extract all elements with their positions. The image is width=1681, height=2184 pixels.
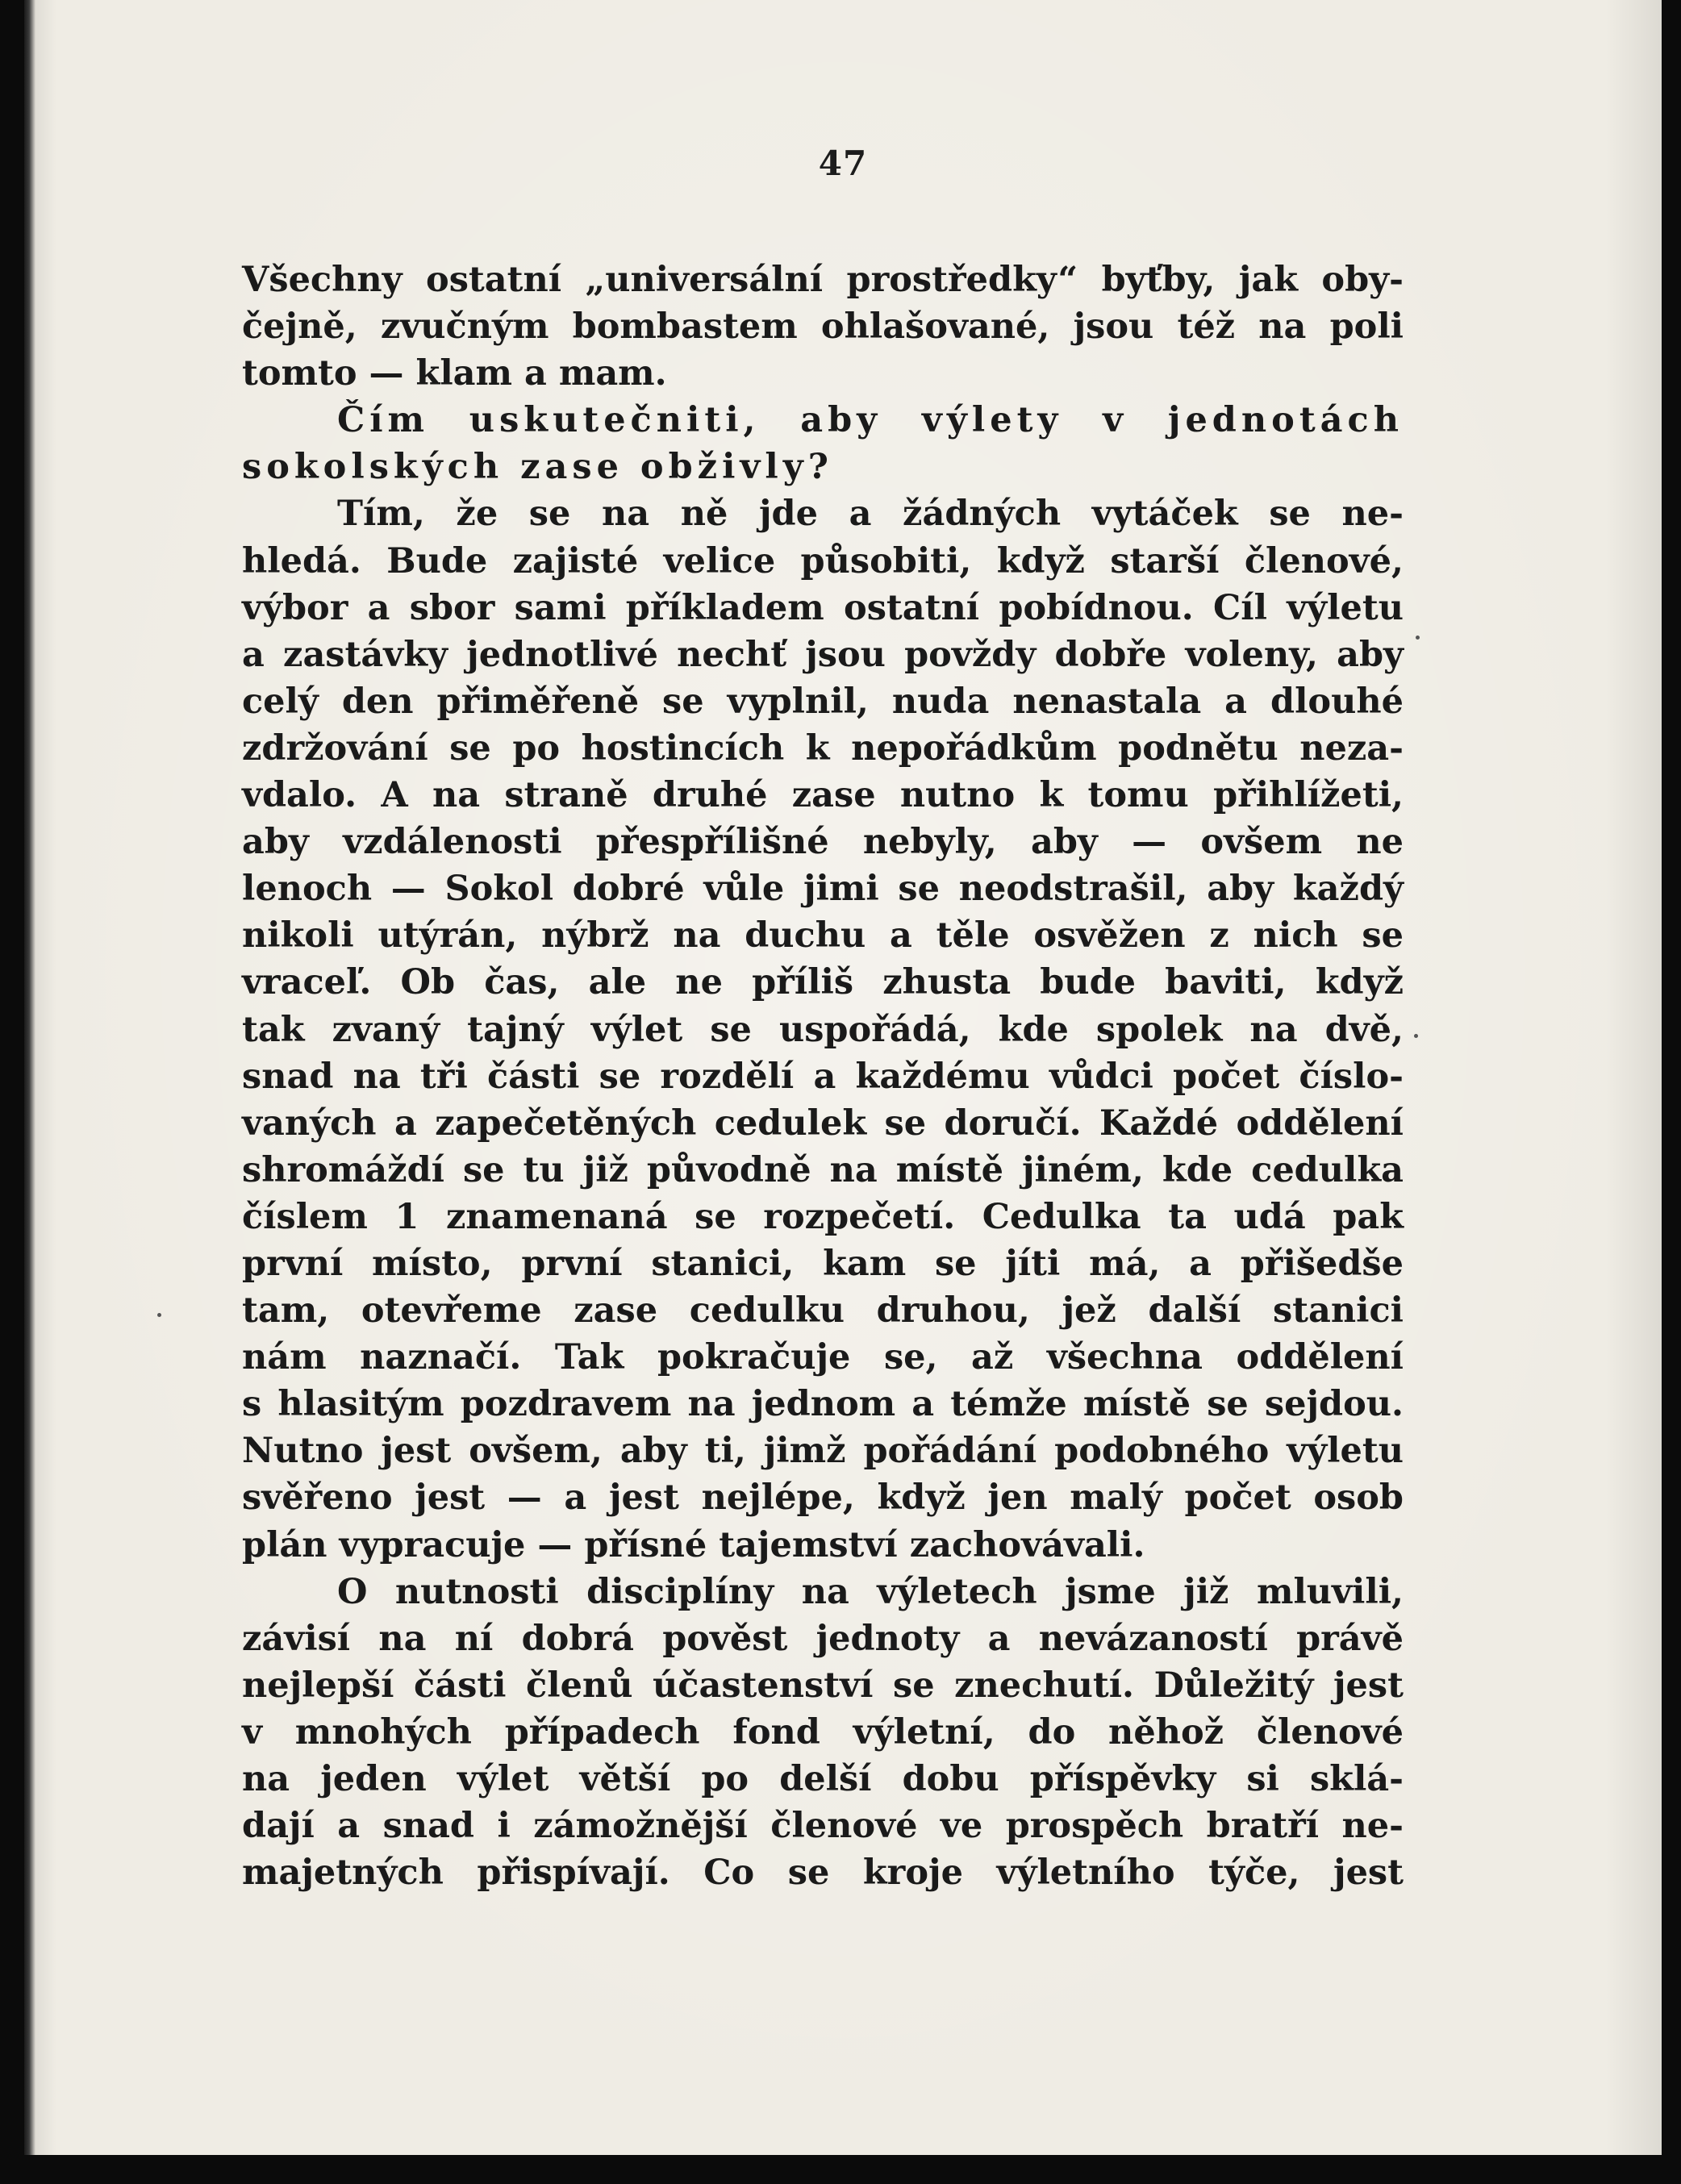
- text-line: zdržování se po hostincích k nepořádkům podnětu neza-: [242, 727, 1404, 769]
- text-line: Čím uskutečniti, aby výlety v jednotách: [337, 400, 1404, 441]
- text-line: na jeden výlet větší po delší dobu příspěvky si sklá-: [242, 1759, 1404, 1799]
- text-line: tomto — klam a mam.: [242, 353, 667, 394]
- text-line: sokolských zase obživly?: [242, 447, 833, 488]
- text-line: tak zvaný tajný výlet se uspořádá, kde spolek na dvě,: [242, 1009, 1404, 1050]
- text-line: čejně, zvučným bombastem ohlašované, jsou též na poli: [242, 306, 1404, 348]
- page-spine-shadow: [24, 0, 35, 2155]
- body-text: [242, 256, 1404, 1896]
- paper-speck: [1416, 636, 1420, 640]
- text-line: vdalo. A na straně druhé zase nutno k tomu přihlížeti,: [242, 775, 1404, 816]
- book-page: [24, 0, 1662, 2155]
- text-line: závisí na ní dobrá pověst jednoty a nevázaností právě: [242, 1618, 1404, 1659]
- text-line: nejlepší části členů účastenství se znechutí. Důležitý jest: [242, 1665, 1404, 1706]
- text-line: aby vzdálenosti přespřílišné nebyly, aby — ovšem ne: [242, 822, 1404, 863]
- text-line: shromáždí se tu již původně na místě jiném, kde cedulka: [242, 1149, 1404, 1190]
- text-line: výbor a sbor sami příkladem ostatní pobídnou. Cíl výletu: [242, 587, 1404, 628]
- text-line: plán vypracuje — přísné tajemství zachovávali.: [242, 1524, 1145, 1565]
- text-line: v mnohých případech fond výletní, do něhož členové: [242, 1711, 1404, 1753]
- text-line: majetných přispívají. Co se kroje výletního týče, jest: [242, 1853, 1404, 1894]
- text-line: snad na tři části se rozdělí a každému vůdci počet číslo-: [242, 1056, 1404, 1097]
- text-line: s hlasitým pozdravem na jednom a témže místě se sejdou.: [242, 1384, 1404, 1425]
- text-line: číslem 1 znamenaná se rozpečetí. Cedulka ta udá pak: [242, 1196, 1404, 1237]
- text-line: první místo, první stanici, kam se jíti má, a přišedše: [242, 1243, 1404, 1284]
- text-line: O nutnosti disciplíny na výletech jsme již mluvili,: [337, 1571, 1404, 1612]
- text-line: lenoch — Sokol dobré vůle jimi se neodstrašil, aby každý: [242, 869, 1404, 910]
- text-line: nikoli utýrán, nýbrž na duchu a těle osvěžen z nich se: [242, 915, 1404, 957]
- text-line: svěřeno jest — a jest nejlépe, když jen malý počet osob: [242, 1478, 1404, 1519]
- text-line: hledá. Bude zajisté velice působiti, když starší členové,: [242, 540, 1404, 581]
- text-line: a zastávky jednotlivé nechť jsou povždy dobře voleny, aby: [242, 634, 1404, 675]
- text-line: vraceľ. Ob čas, ale ne příliš zhusta bude baviti, když: [242, 962, 1404, 1003]
- text-line: nám naznačí. Tak pokračuje se, až všechna oddělení: [242, 1337, 1404, 1378]
- text-line: vaných a zapečetěných cedulek se doručí. Každé oddělení: [242, 1102, 1404, 1144]
- text-line: Tím, že se na ně jde a žádných vytáček se ne-: [337, 494, 1404, 535]
- text-line: tam, otevřeme zase cedulku druhou, jež další stanici: [242, 1290, 1404, 1332]
- text-line: Nutno jest ovšem, aby ti, jimž pořádání podobného výletu: [242, 1431, 1404, 1472]
- page-number: 47: [818, 144, 868, 183]
- text-line: dají a snad i zámožnější členové ve prospěch bratří ne-: [242, 1806, 1404, 1847]
- paper-speck: [157, 1313, 161, 1317]
- text-line: celý den přiměřeně se vyplnil, nuda nenastala a dlouhé: [242, 681, 1404, 722]
- paper-speck: [1414, 1034, 1418, 1038]
- text-line: Všechny ostatní „universální prostředky“ byťby, jak oby-: [242, 260, 1404, 300]
